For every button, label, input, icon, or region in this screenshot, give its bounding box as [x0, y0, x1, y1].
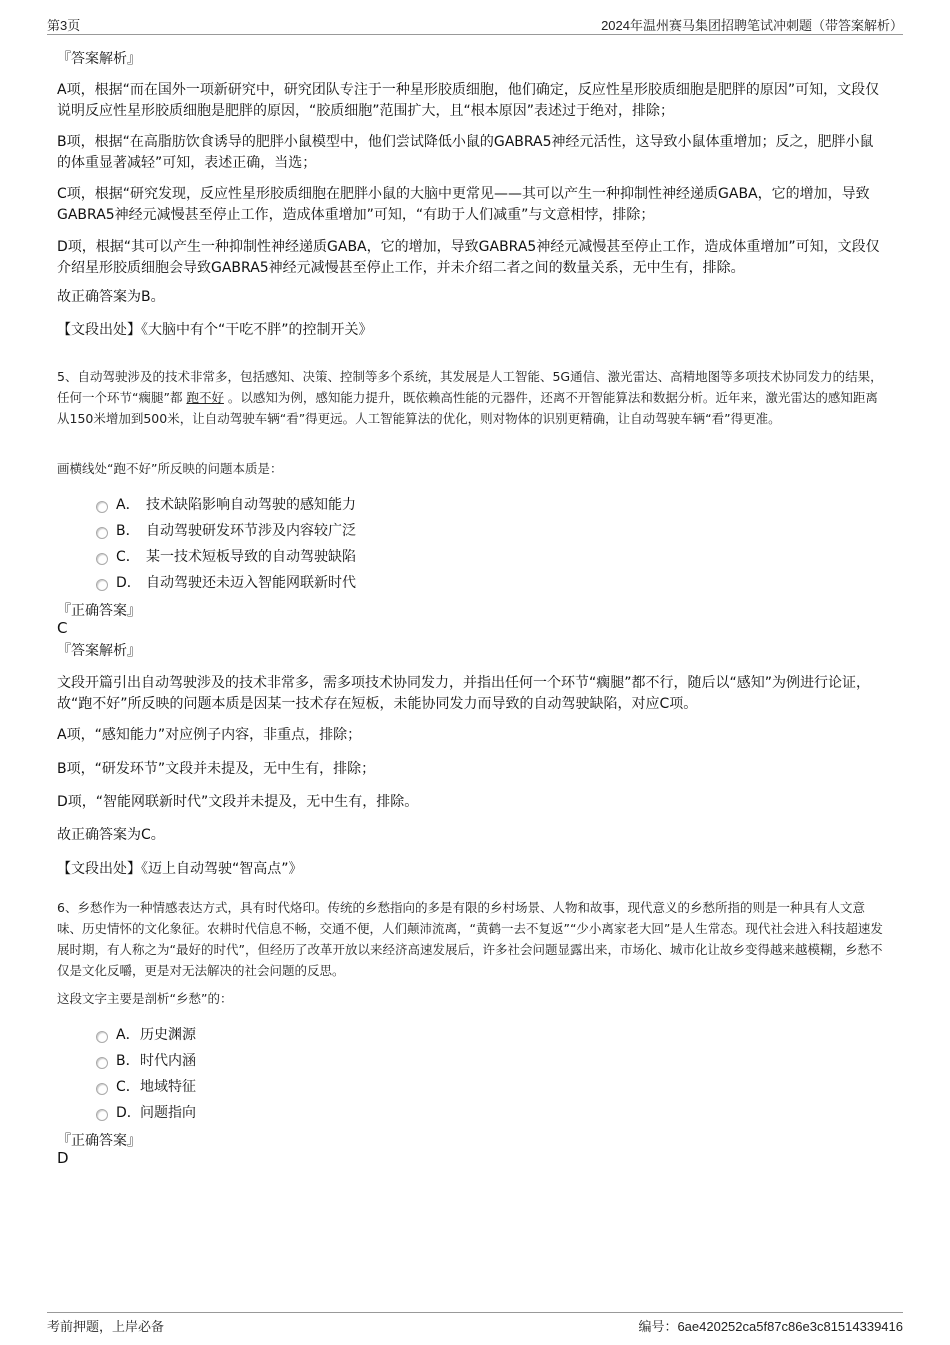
option-letter: C．	[116, 1079, 140, 1095]
q4-analysis-d: D项，根据“其可以产生一种抑制性神经递质GABA，它的增加，导致GABRA5神经元减慢甚至停止工作，造成体重增加”可知，文段仅介绍星形胶质细胞会导致GABRA5神经元减慢甚至停止工作，并未介绍二者之间的数量关系，无中生有，排除。	[57, 239, 880, 276]
q6-option-b[interactable]	[96, 1050, 196, 1070]
q6-correct-answer: D	[57, 1149, 69, 1167]
option-letter: A．	[116, 497, 140, 513]
q6-stem: 6、乡愁作为一种情感表达方式，具有时代烙印。传统的乡愁指向的多是有限的乡村场景、人物和故事，现代意义的乡愁所指的则是一种具有人文意味、历史情怀的文化象征。农耕时代信息不畅，交通不便，人们颠沛流离，“黄鹤一去不复返”“少小离家老大回”是人生常态。现代社会进入科技超速发展时期，有人称之为“最好的时代”，但经历了改革开放以来经济高速发展后，许多社会问题显露出来，市场化、城市化让故乡变得越来越模糊，乡愁不仅是文化反嚼，更是对无法解决的社会问题的反思。	[57, 900, 883, 978]
document-title: 2024年温州赛马集团招聘笔试冲刺题（带答案解析）	[601, 18, 903, 33]
option-text: 问题指向	[140, 1105, 196, 1121]
q4-analysis-b: B项，根据“在高脂肪饮食诱导的肥胖小鼠模型中，他们尝试降低小鼠的GABRA5神经元活性，这导致小鼠体重增加；反之，肥胖小鼠的体重显著减轻”可知，表述正确，当选；	[57, 134, 874, 171]
q4-conclusion: 故正确答案为B。	[57, 289, 165, 305]
q5-stem	[57, 366, 887, 429]
q5-stem-text-cont: 。以感知为例，感知能力提升，既依赖高性能的元器件，还离不开智能算法和数据分析。近年来，激光雷达的感知距离从150米增加到500米，让自动驾驶车辆“看”得更远。人工智能算法的优化，则对物体的识别更精确，让自动驾驶车辆“看”得更准。	[57, 390, 878, 426]
option-letter: C．	[116, 549, 140, 565]
q6-option-a[interactable]	[96, 1024, 196, 1044]
radio-button[interactable]	[96, 1031, 108, 1043]
q6-correct-label: 『正确答案』	[57, 1133, 141, 1149]
q5-option-b[interactable]	[96, 520, 356, 540]
q5-analysis-main: 文段开篇引出自动驾驶涉及的技术非常多，需多项技术协同发力，并指出任何一个环节“瘸腿”都不行，随后以“感知”为例进行论证，故“跑不好”所反映的问题本质是因某一技术存在短板，未能协同发力而导致的自动驾驶缺陷，对应C项。	[57, 675, 871, 712]
q5-correct-answer: C	[57, 619, 68, 637]
q5-option-c[interactable]	[96, 546, 356, 566]
option-letter: A．	[116, 1027, 140, 1043]
q4-analysis-label: 『答案解析』	[57, 51, 141, 67]
q5-question: 画横线处“跑不好”所反映的问题本质是：	[57, 461, 283, 476]
radio-button[interactable]	[96, 1083, 108, 1095]
option-text: 技术缺陷影响自动驾驶的感知能力	[146, 497, 356, 513]
q6-question: 这段文字主要是剖析“乡愁”的：	[57, 991, 233, 1006]
footer-serial: 编号：6ae420252ca5f87c86e3c81514339416	[638, 1319, 903, 1334]
radio-button[interactable]	[96, 553, 108, 565]
option-text: 自动驾驶还未迈入智能网联新时代	[146, 575, 356, 591]
page-number: 第3页	[47, 18, 81, 33]
radio-button[interactable]	[96, 1109, 108, 1121]
q4-analysis-a: A项，根据“而在国外一项新研究中，研究团队专注于一种星形胶质细胞，他们确定，反应性星形胶质细胞是肥胖的原因”可知，文段仅说明反应性星形胶质细胞是肥胖的原因，“胶质细胞”范围扩大，且“根本原因”表述过于绝对，排除；	[57, 82, 880, 119]
option-letter: D．	[116, 575, 141, 591]
option-text: 某一技术短板导致的自动驾驶缺陷	[146, 549, 356, 565]
radio-button[interactable]	[96, 579, 108, 591]
q5-analysis-label: 『答案解析』	[57, 643, 141, 659]
radio-button[interactable]	[96, 501, 108, 513]
option-text: 地域特征	[140, 1079, 196, 1095]
q5-correct-label: 『正确答案』	[57, 603, 141, 619]
q4-source: 【文段出处】《大脑中有个“干吃不胖”的控制开关》	[57, 322, 373, 338]
radio-button[interactable]	[96, 527, 108, 539]
option-letter: B．	[116, 1053, 140, 1069]
q5-conclusion: 故正确答案为C。	[57, 827, 165, 843]
option-letter: B．	[116, 523, 140, 539]
page-header	[47, 14, 903, 35]
page-footer	[47, 1312, 903, 1333]
q5-underlined-phrase: 跑不好	[186, 390, 224, 405]
option-text: 历史渊源	[140, 1027, 196, 1043]
q5-analysis-a: A项，“感知能力”对应例子内容，非重点，排除；	[57, 727, 362, 743]
q5-analysis-b: B项，“研发环节”文段并未提及，无中生有，排除；	[57, 761, 376, 777]
q6-option-d[interactable]	[96, 1102, 196, 1122]
q5-option-d[interactable]	[96, 572, 356, 592]
q5-analysis-d: D项，“智能网联新时代”文段并未提及，无中生有，排除。	[57, 794, 419, 810]
q5-source: 【文段出处】《迈上自动驾驶“智高点”》	[57, 861, 303, 877]
radio-button[interactable]	[96, 1057, 108, 1069]
q6-option-c[interactable]	[96, 1076, 196, 1096]
option-text: 自动驾驶研发环节涉及内容较广泛	[146, 523, 356, 539]
q4-analysis-c: C项，根据“研究发现，反应性星形胶质细胞在肥胖小鼠的大脑中更常见——其可以产生一种抑制性神经递质GABA，它的增加，导致GABRA5神经元减慢甚至停止工作，造成体重增加”可知，“有助于人们减重”与文意相悖，排除；	[57, 186, 870, 223]
q5-stem-text: 5、自动驾驶涉及的技术非常多，包括感知、决策、控制等多个系统，其发展是人工智能、5G通信、激光雷达、高精地图等多项技术协同发力的结果，任何一个环节“瘸腿”都	[57, 369, 883, 405]
q5-option-a[interactable]	[96, 494, 356, 514]
option-text: 时代内涵	[140, 1053, 196, 1069]
footer-slogan: 考前押题，上岸必备	[47, 1319, 165, 1334]
option-letter: D．	[116, 1105, 141, 1121]
